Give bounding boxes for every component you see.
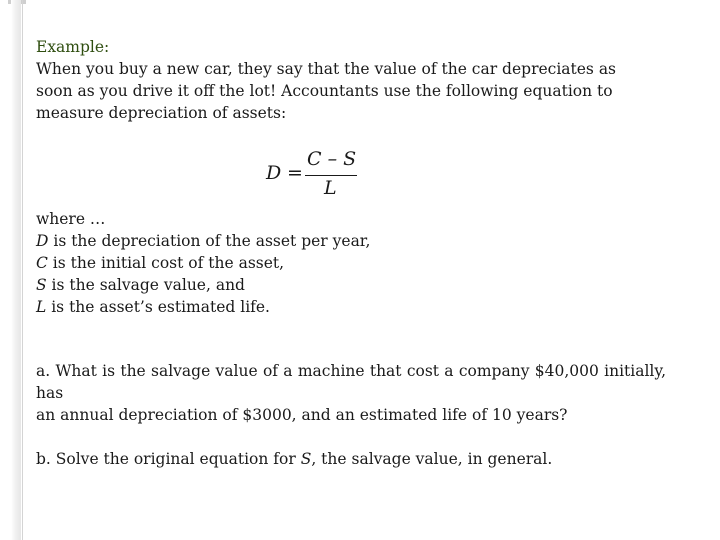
intro-line-3: measure depreciation of assets: bbox=[36, 104, 287, 122]
slide-intro bbox=[36, 36, 676, 124]
question-b-prefix: b. Solve the original equation for bbox=[36, 450, 301, 468]
formula-lhs: D bbox=[266, 162, 282, 184]
definition-symbol: D bbox=[36, 232, 49, 250]
fraction-bar bbox=[305, 175, 357, 176]
definition-symbol: C bbox=[36, 254, 48, 272]
definition-text: is the asset’s estimated life. bbox=[46, 298, 270, 316]
question-a bbox=[36, 360, 666, 426]
intro-line-2: soon as you drive it off the lot! Accountants use the following equation to bbox=[36, 82, 613, 100]
slide-heading: Example: bbox=[36, 38, 110, 56]
definition-text: is the depreciation of the asset per year, bbox=[48, 232, 371, 250]
definition-l bbox=[36, 296, 676, 318]
definition-symbol: S bbox=[36, 276, 47, 294]
definition-text: is the initial cost of the asset, bbox=[47, 254, 285, 272]
question-b-symbol: S bbox=[300, 450, 312, 468]
formula-numerator: C – S bbox=[307, 148, 357, 170]
definition-symbol: L bbox=[36, 298, 47, 316]
rail-line bbox=[22, 0, 23, 540]
question-a-line-1: a. What is the salvage value of a machine that cost a company $40,000 initially, has bbox=[36, 362, 666, 402]
rail-bar bbox=[11, 0, 21, 540]
definition-d bbox=[36, 230, 676, 252]
definition-s bbox=[36, 274, 676, 296]
question-b bbox=[36, 448, 676, 470]
variable-definitions bbox=[36, 208, 676, 318]
depreciation-formula bbox=[266, 148, 366, 204]
question-a-line-2: an annual depreciation of $3000, and an estimated life of 10 years? bbox=[36, 406, 568, 424]
where-intro: where … bbox=[36, 210, 106, 228]
intro-line-1: When you buy a new car, they say that the value of the car depreciates as bbox=[36, 60, 617, 78]
definition-c bbox=[36, 252, 676, 274]
question-b-suffix: , the salvage value, in general. bbox=[311, 450, 553, 468]
definition-text: is the salvage value, and bbox=[46, 276, 245, 294]
decorative-left-rail bbox=[8, 0, 28, 540]
formula-equals: = bbox=[287, 162, 303, 184]
formula-denominator: L bbox=[324, 177, 337, 199]
